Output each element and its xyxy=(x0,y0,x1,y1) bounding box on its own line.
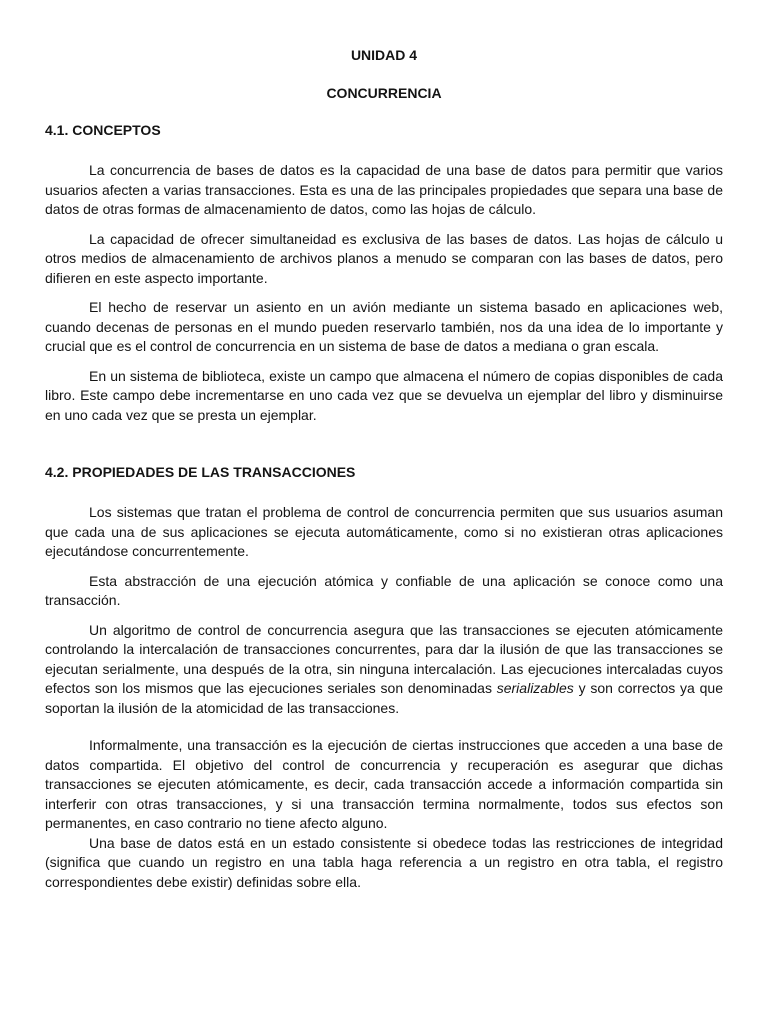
paragraph: Una base de datos está en un estado consistente si obedece todas las restricciones de integridad (significa que cuando un registro en una tabla haga referencia a un registro en otra tabla, el registro correspondientes debe existir) definidas sobre ella. xyxy=(45,834,723,890)
paragraph: Informalmente, una transacción es la ejecución de ciertas instrucciones que acceden a una base de datos compartida. El objetivo del control de concurrencia y recuperación es asegurar que dichas transacciones se ejecuten atómicamente, es decir, cada transacción accede a información compartida sin interferir con otras transacciones, y si una transacción termina normalmente, todos sus efectos son permanentes, en caso contrario no tiene afecto alguno. xyxy=(45,737,723,831)
paragraph: El hecho de reservar un asiento en un avión mediante un sistema basado en aplicaciones web, cuando decenas de personas en el mundo pueden reservarlo también, nos da una idea de lo importante y crucial que es el control de concurrencia en un sistema de base de datos a mediana o gran escala. xyxy=(45,299,723,354)
paragraph: En un sistema de biblioteca, existe un campo que almacena el número de copias disponibles de cada libro. Este campo debe incrementarse en uno cada vez que se devuelva un ejemplar del libro y disminuirse en uno cada vez que se presta un ejemplar. xyxy=(45,367,723,423)
paragraph: La capacidad de ofrecer simultaneidad es exclusiva de las bases de datos. Las hojas de cálculo u otros medios de almacenamiento de archivos planos a menudo se comparan con las bases de datos, pero difieren en este aspecto importante. xyxy=(45,230,723,286)
paragraph: Esta abstracción de una ejecución atómica y confiable de una aplicación se conoce como una transacción. xyxy=(45,572,723,608)
overlapping-paragraph xyxy=(45,367,723,426)
section-heading-propiedades: 4.2. PROPIEDADES DE LAS TRANSACCIONES xyxy=(45,464,356,480)
section-heading-conceptos: 4.1. CONCEPTOS xyxy=(45,122,161,138)
paragraph-serializables: Un algoritmo de control de concurrencia asegura que las transacciones se ejecuten atómicamente controlando la intercalación de transacciones concurrentes, para dar la ilusión de que las transacciones se ejecutan serialmente, una después de la otra, sin ninguna intercalación. Las ejecuciones intercaladas cuyos efectos son los mismos que las ejecuciones seriales son denominadas serializables y son correctos ya que soportan la ilusión de la atomicidad de las transacciones. xyxy=(45,621,723,716)
unit-title: UNIDAD 4 xyxy=(350,47,418,63)
italic-term: serializables xyxy=(496,680,574,696)
paragraph: La concurrencia de bases de datos es la capacidad de una base de datos para permitir que varios usuarios afecten a varias transacciones. Esta es una de las principales propiedades que separa una base de datos de otras formas de almacenamiento de datos, como las hojas de cálculo. xyxy=(45,162,723,217)
paragraph: Los sistemas que tratan el problema de control de concurrencia permiten que sus usuarios asuman que cada una de sus aplicaciones se ejecuta automáticamente, como si no existieran otras aplicaciones ejecutándose concurrentemente. xyxy=(45,504,723,559)
unit-subtitle: CONCURRENCIA xyxy=(326,85,442,101)
document-page xyxy=(45,46,723,892)
